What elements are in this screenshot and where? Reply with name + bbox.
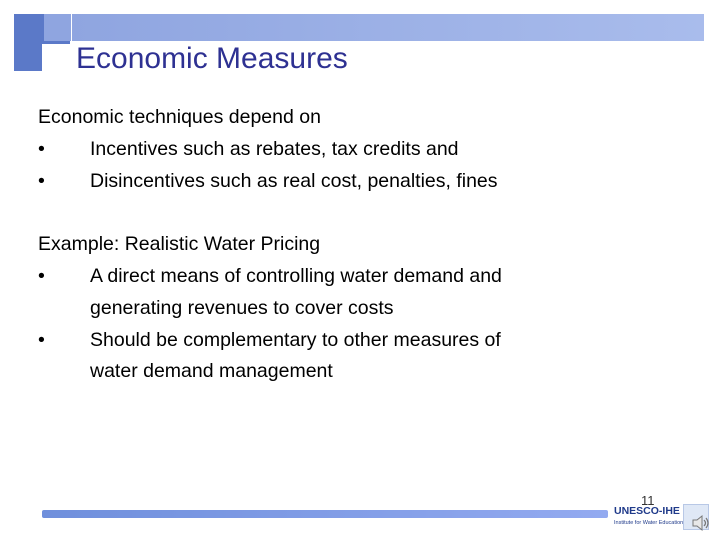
slide-title: Economic Measures <box>76 42 348 75</box>
logo-name: UNESCO-IHE <box>614 505 680 517</box>
bullet-text: Should be complementary to other measures of <box>90 328 501 351</box>
bullet-text: A direct means of controlling water demand and <box>90 264 502 287</box>
bullet-glyph: • <box>38 137 45 160</box>
bullet-text: generating revenues to cover costs <box>90 296 394 319</box>
header-bar <box>72 14 704 41</box>
header-decoration-square-light <box>44 14 71 41</box>
bullet-item <box>38 261 678 293</box>
bullet-text: Incentives such as rebates, tax credits and <box>90 137 459 160</box>
intro-text: Economic techniques depend on <box>38 106 321 128</box>
slide-body <box>38 102 678 388</box>
bullet-item <box>38 325 678 357</box>
header-decoration-cutout <box>42 44 72 74</box>
bullet-glyph: • <box>38 264 45 287</box>
example-heading: Example: Realistic Water Pricing <box>38 233 321 256</box>
spacer <box>38 197 678 229</box>
bullet-glyph: • <box>38 169 45 192</box>
bullet-item <box>38 166 678 198</box>
bullet-text: Disincentives such as real cost, penalties, fines <box>90 169 498 192</box>
bullet-text: water demand management <box>90 360 333 383</box>
bullet-item <box>38 134 678 166</box>
page-number: 11 <box>641 493 655 508</box>
bullet-continuation <box>38 293 678 325</box>
footer-bar <box>42 510 608 518</box>
bullet-continuation <box>38 356 678 388</box>
speaker-icon[interactable] <box>690 512 712 534</box>
logo-subtitle: Institute for Water Education <box>614 520 684 526</box>
bullet-glyph: • <box>38 328 45 351</box>
